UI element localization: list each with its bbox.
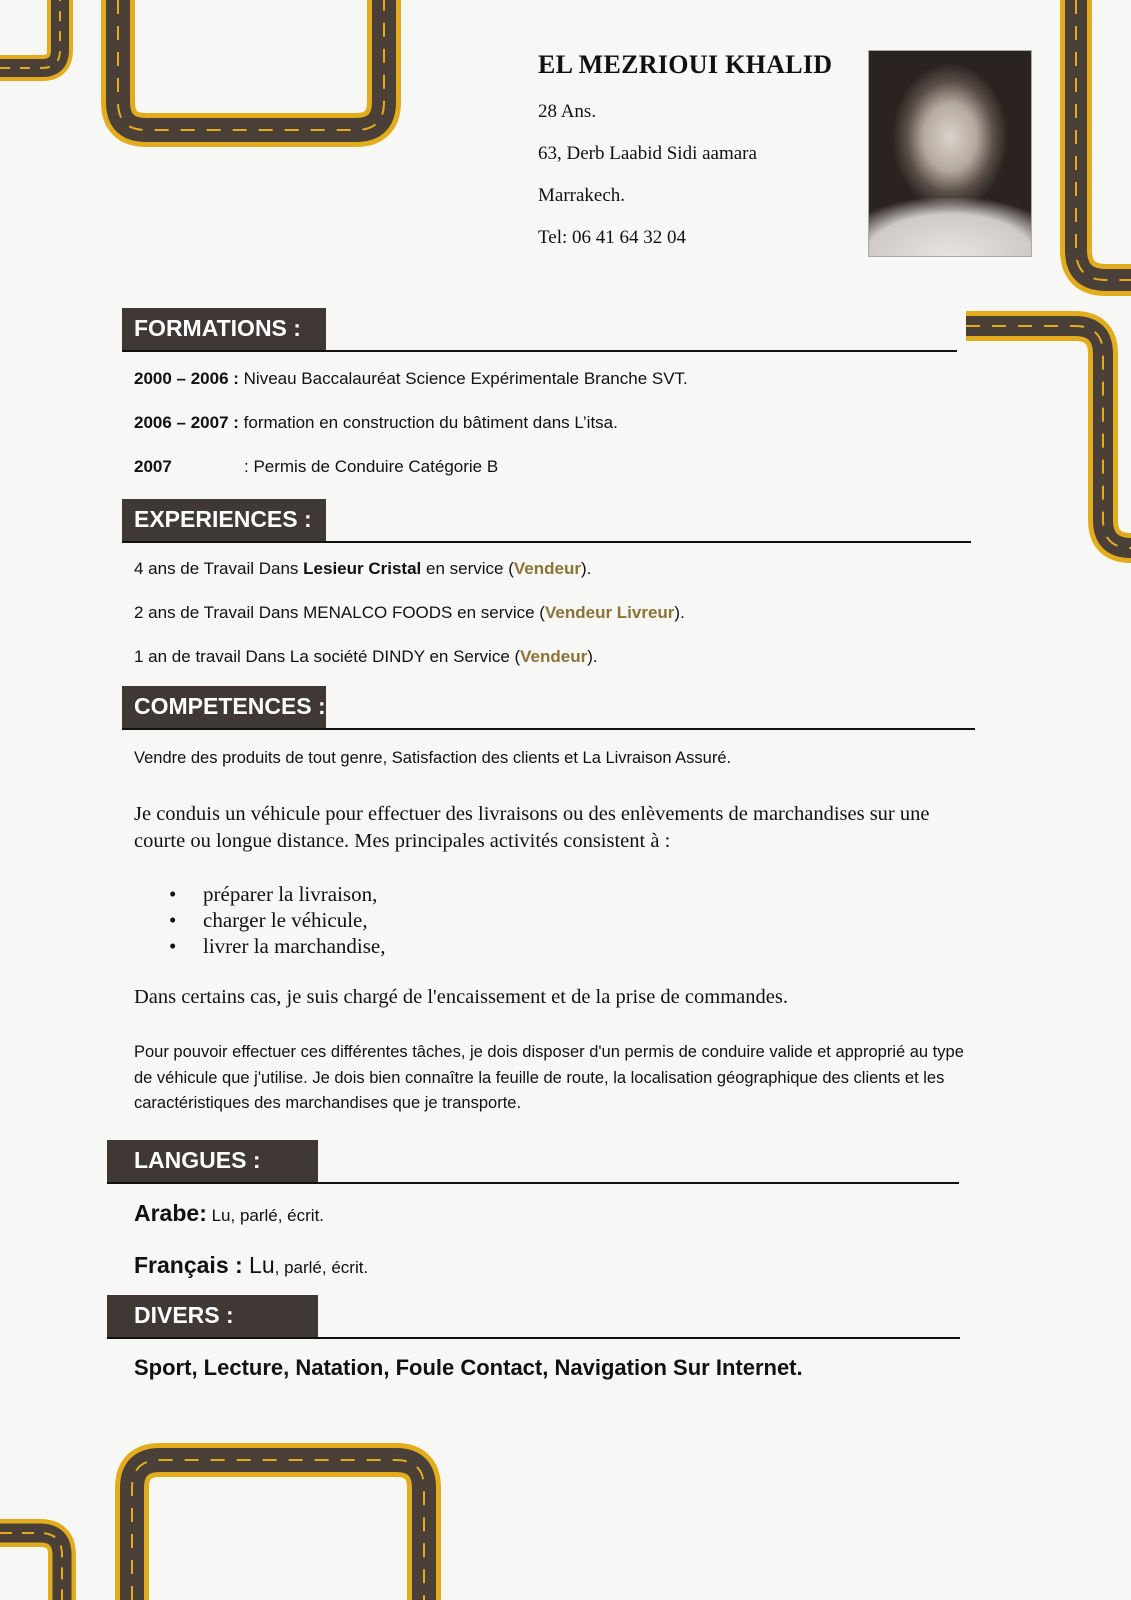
candidate-address: 63, Derb Laabid Sidi aamara [538,143,757,164]
experience-text: 1 an de travail Dans La société DINDY en Service ( [134,647,521,666]
formation-year: 2000 – 2006 : [134,369,239,388]
experience-company: Lesieur Cristal [303,559,422,578]
experience-text: ). [587,647,598,666]
road-top-right [1076,0,1131,280]
language-name: Arabe: [134,1200,207,1226]
language-item [134,1252,368,1279]
language-level: , parlé, écrit. [274,1258,369,1277]
experience-text: ). [580,559,592,578]
experience-item [134,647,598,667]
experience-text: 2 ans de Travail Dans MENALCO FOODS en service ( [134,603,545,622]
road-bottom-left-corner [0,1533,62,1600]
section-langues-rule [107,1182,959,1184]
road-bottom-left-loop [132,1460,424,1600]
formation-text: formation en construction du bâtiment dans L’itsa. [238,413,618,432]
experience-text: en service ( [421,559,514,578]
profile-photo [868,50,1032,257]
competence-bullet: • livrer la marchandise, [134,933,386,959]
formation-item [134,413,618,433]
language-level: Lu, parlé, écrit. [206,1206,325,1225]
experience-text: 4 ans de Travail Dans [134,559,304,578]
competence-paragraph: Je conduis un véhicule pour effectuer des livraisons ou des enlèvements de marchandises sur une courte ou longue distance. Mes principales activités consistent à : [134,803,930,852]
experience-role: Vendeur [513,559,581,578]
road-right-middle [966,326,1131,548]
section-experiences-rule [122,541,971,543]
road-top-left-corner [0,0,60,68]
candidate-city: Marrakech. [538,185,626,206]
section-langues-header: LANGUES : [107,1140,318,1182]
experience-item [134,559,591,579]
section-divers-rule [107,1337,960,1339]
competence-intro: Vendre des produits de tout genre, Satisfaction des clients et La Livraison Assuré. [134,749,732,767]
competence-bullet: • préparer la livraison, [134,881,386,907]
competence-paragraph: Dans certains cas, je suis chargé de l'encaissement et de la prise de commandes. [134,986,788,1008]
formation-year: 2007 [134,457,172,476]
experience-role: Vendeur Livreur [544,603,675,622]
section-formations-header: FORMATIONS : [122,308,326,350]
experience-text: ). [674,603,685,622]
candidate-phone: Tel: 06 41 64 32 04 [538,227,687,248]
competence-bullet: • charger le véhicule, [134,907,386,933]
candidate-age: 28 Ans. [538,101,597,122]
formation-item [134,457,498,477]
section-formations-rule [122,350,957,352]
section-divers-header: DIVERS : [107,1295,318,1337]
candidate-name: EL MEZRIOUI KHALID [538,50,833,79]
experience-role: Vendeur [520,647,588,666]
formation-item [134,369,688,389]
competence-bullet-list [134,881,386,959]
competence-paragraph: Pour pouvoir effectuer ces différentes tâches, je dois disposer d'un permis de conduire valide et approprié au type de véhicule que j'utilise. Je dois bien connaître la feuille de route, la localisation géographique des clients et les caractéristiques des marchandises que je transporte. [134,1043,964,1112]
divers-interests: Sport, Lecture, Natation, Foule Contact, Navigation Sur Internet. [134,1355,803,1380]
section-competences-header: COMPETENCES : [122,686,326,728]
language-item [134,1200,324,1227]
formation-text: Niveau Baccalauréat Science Expérimentale Branche SVT. [238,369,688,388]
section-competences-rule [122,728,975,730]
formation-text: : Permis de Conduire Catégorie B [244,457,499,476]
language-name: Français : [134,1252,243,1278]
section-experiences-header: EXPERIENCES : [122,499,326,541]
formation-year: 2006 – 2007 : [134,413,239,432]
road-top-left-loop [118,0,384,130]
language-level: Lu [242,1252,275,1278]
experience-item [134,603,685,623]
